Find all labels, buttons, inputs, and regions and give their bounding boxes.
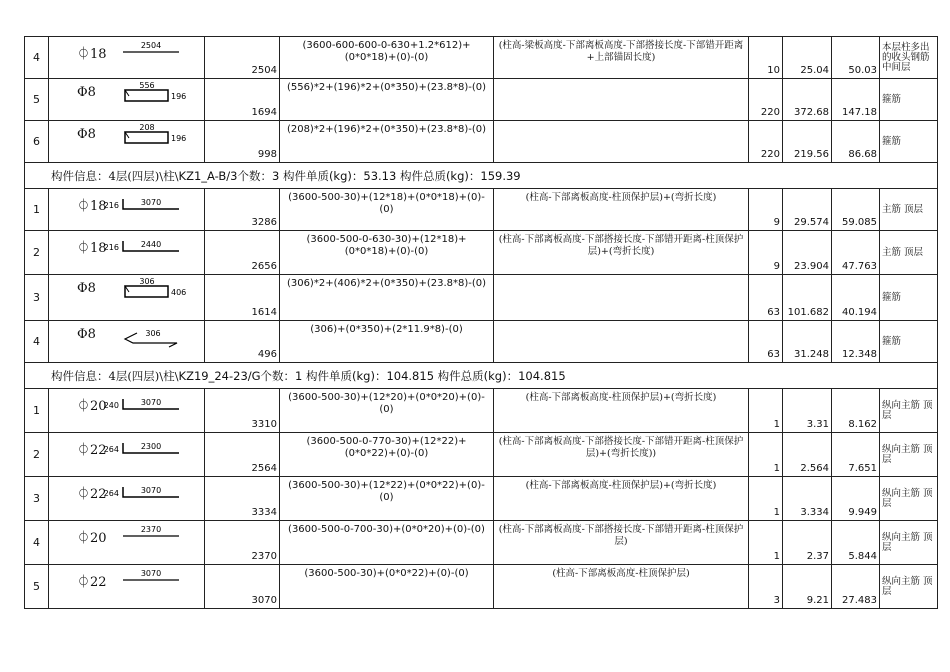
bar-count: 1 (749, 521, 783, 565)
shape-left-label: 216 (103, 243, 119, 252)
bar-shape-cell (49, 79, 205, 121)
shape-top-label: 2300 (140, 442, 162, 451)
total-length: 25.04 (783, 37, 832, 79)
bar-shape-cell (49, 321, 205, 363)
row-index: 4 (25, 321, 49, 363)
bar-count: 9 (749, 189, 783, 231)
bar-note: 纵向主筋 顶层 (880, 565, 938, 609)
total-weight: 5.844 (832, 521, 880, 565)
total-weight: 59.085 (832, 189, 880, 231)
shape-left-label: 264 (103, 445, 119, 454)
table-row (25, 37, 938, 79)
formula-description (494, 121, 749, 163)
bar-note: 纵向主筋 顶层 (880, 477, 938, 521)
page-cut (24, 622, 917, 626)
shape-top-label: 556 (139, 81, 155, 90)
shape-top-label: 3070 (140, 198, 162, 207)
length-formula: (3600-500-30)+(12*18)+(0*0*18)+(0)-(0) (280, 189, 494, 231)
bar-shape-icon (49, 389, 205, 429)
bar-count: 10 (749, 37, 783, 79)
table-row (25, 321, 938, 363)
formula-description: (柱高-下部离板高度-柱顶保护层)+(弯折长度) (494, 189, 749, 231)
rebar-table (24, 36, 938, 609)
table-row (25, 521, 938, 565)
bar-diameter: ⏀22 (77, 487, 107, 502)
row-index: 5 (25, 565, 49, 609)
row-index: 1 (25, 189, 49, 231)
shape-right-label: 406 (171, 288, 187, 297)
row-index: 1 (25, 389, 49, 433)
shape-top-label: 208 (139, 123, 155, 132)
shape-top-label: 2370 (140, 525, 162, 534)
bar-shape-icon (49, 37, 205, 77)
formula-description: (柱高-下部离板高度-下部搭接长度-下部错开距离-柱顶保护层)+(弯折长度)) (494, 433, 749, 477)
total-length: 31.248 (783, 321, 832, 363)
shape-top-label: 2504 (140, 41, 162, 50)
bar-shape-cell (49, 389, 205, 433)
total-weight: 86.68 (832, 121, 880, 163)
bar-shape-icon (49, 121, 205, 161)
total-length: 23.904 (783, 231, 832, 275)
bar-length: 3070 (205, 565, 280, 609)
bar-note: 箍筋 (880, 321, 938, 363)
formula-description: (柱高-下部离板高度-下部搭接长度-下部错开距离-柱顶保护层)+(弯折长度) (494, 231, 749, 275)
bar-length: 2504 (205, 37, 280, 79)
bar-shape-icon (49, 189, 205, 229)
shape-top-label: 306 (139, 277, 155, 286)
bar-length: 496 (205, 321, 280, 363)
bar-shape-icon (49, 231, 205, 271)
row-index: 3 (25, 275, 49, 321)
bar-count: 63 (749, 275, 783, 321)
row-index: 2 (25, 231, 49, 275)
shape-top-label: 2440 (140, 240, 162, 249)
shape-left-label: 240 (103, 401, 119, 410)
total-length: 2.37 (783, 521, 832, 565)
bar-count: 1 (749, 477, 783, 521)
total-length: 219.56 (783, 121, 832, 163)
bar-count: 220 (749, 79, 783, 121)
length-formula: (3600-500-30)+(0*0*22)+(0)-(0) (280, 565, 494, 609)
bar-note: 主筋 顶层 (880, 231, 938, 275)
bar-diameter: ⏀18 (77, 199, 107, 214)
total-weight: 40.194 (832, 275, 880, 321)
bar-length: 2656 (205, 231, 280, 275)
bar-length: 1694 (205, 79, 280, 121)
total-weight: 50.03 (832, 37, 880, 79)
table-row (25, 189, 938, 231)
bar-shape-cell (49, 121, 205, 163)
table-row (25, 389, 938, 433)
table-row (25, 565, 938, 609)
bar-shape-icon (49, 321, 205, 361)
bar-diameter: ⏀18 (77, 241, 107, 256)
shape-top-label: 3070 (140, 398, 162, 407)
bar-shape-cell (49, 477, 205, 521)
total-weight: 27.483 (832, 565, 880, 609)
bar-diameter: Φ8 (77, 85, 96, 100)
bar-length: 1614 (205, 275, 280, 321)
length-formula: (306)+(0*350)+(2*11.9*8)-(0) (280, 321, 494, 363)
bar-shape-icon (49, 477, 205, 517)
total-weight: 7.651 (832, 433, 880, 477)
bar-count: 3 (749, 565, 783, 609)
bar-shape-cell (49, 37, 205, 79)
bar-diameter: Φ8 (77, 127, 96, 142)
total-length: 29.574 (783, 189, 832, 231)
formula-description: (柱高-梁板高度-下部离板高度-下部搭接长度-下部错开距离+上部锚固长度) (494, 37, 749, 79)
table-row (25, 79, 938, 121)
shape-left-label: 264 (103, 489, 119, 498)
formula-description: (柱高-下部离板高度-下部搭接长度-下部错开距离-柱顶保护层) (494, 521, 749, 565)
length-formula: (3600-500-0-770-30)+(12*22)+(0*0*22)+(0)-(0) (280, 433, 494, 477)
table-row (25, 231, 938, 275)
bar-diameter: ⏀20 (77, 399, 107, 414)
length-formula: (3600-500-0-700-30)+(0*0*20)+(0)-(0) (280, 521, 494, 565)
bar-count: 220 (749, 121, 783, 163)
length-formula: (306)*2+(406)*2+(0*350)+(23.8*8)-(0) (280, 275, 494, 321)
bar-count: 9 (749, 231, 783, 275)
total-length: 3.334 (783, 477, 832, 521)
bar-shape-icon (49, 275, 205, 315)
table-row (25, 121, 938, 163)
bar-count: 1 (749, 389, 783, 433)
bar-note: 纵向主筋 顶层 (880, 521, 938, 565)
bar-shape-cell (49, 231, 205, 275)
bar-shape-cell (49, 565, 205, 609)
formula-description: (柱高-下部离板高度-柱顶保护层) (494, 565, 749, 609)
total-weight: 12.348 (832, 321, 880, 363)
total-weight: 8.162 (832, 389, 880, 433)
row-index: 6 (25, 121, 49, 163)
total-weight: 9.949 (832, 477, 880, 521)
length-formula: (3600-600-600-0-630+1.2*612)+(0*0*18)+(0)-(0) (280, 37, 494, 79)
bar-diameter: Φ8 (77, 327, 96, 342)
bar-note: 箍筋 (880, 275, 938, 321)
bar-diameter: ⏀22 (77, 443, 107, 458)
bar-diameter: ⏀22 (77, 575, 107, 590)
component-info-row (25, 163, 938, 189)
bar-diameter: Φ8 (77, 281, 96, 296)
bar-length: 2370 (205, 521, 280, 565)
total-length: 101.682 (783, 275, 832, 321)
bar-shape-cell (49, 433, 205, 477)
total-weight: 147.18 (832, 79, 880, 121)
bar-length: 998 (205, 121, 280, 163)
bar-shape-icon (49, 79, 205, 119)
table-row (25, 477, 938, 521)
bar-shape-icon (49, 433, 205, 473)
bar-note: 箍筋 (880, 79, 938, 121)
bar-count: 1 (749, 433, 783, 477)
formula-description (494, 321, 749, 363)
row-index: 4 (25, 521, 49, 565)
bar-note: 主筋 顶层 (880, 189, 938, 231)
shape-top-label: 3070 (140, 569, 162, 578)
row-index: 4 (25, 37, 49, 79)
table-row (25, 275, 938, 321)
table-row (25, 433, 938, 477)
bar-note: 纵向主筋 顶层 (880, 389, 938, 433)
bar-count: 63 (749, 321, 783, 363)
bar-note: 箍筋 (880, 121, 938, 163)
bar-shape-cell (49, 275, 205, 321)
shape-right-label: 196 (171, 92, 187, 101)
length-formula: (3600-500-0-630-30)+(12*18)+(0*0*18)+(0)-(0) (280, 231, 494, 275)
bar-shape-icon (49, 565, 205, 605)
component-info-row (25, 363, 938, 389)
total-weight: 47.763 (832, 231, 880, 275)
bar-length: 3310 (205, 389, 280, 433)
bar-diameter: ⏀18 (77, 47, 107, 62)
bar-note: 本层柱多出的收头钢筋 中间层 (880, 37, 938, 79)
shape-right-label: 196 (171, 134, 187, 143)
bar-shape-cell (49, 521, 205, 565)
length-formula: (3600-500-30)+(12*22)+(0*0*22)+(0)-(0) (280, 477, 494, 521)
formula-description (494, 79, 749, 121)
bar-shape-icon (49, 521, 205, 561)
total-length: 3.31 (783, 389, 832, 433)
shape-top-label: 3070 (140, 486, 162, 495)
total-length: 372.68 (783, 79, 832, 121)
length-formula: (3600-500-30)+(12*20)+(0*0*20)+(0)-(0) (280, 389, 494, 433)
row-index: 3 (25, 477, 49, 521)
length-formula: (208)*2+(196)*2+(0*350)+(23.8*8)-(0) (280, 121, 494, 163)
formula-description: (柱高-下部离板高度-柱顶保护层)+(弯折长度) (494, 389, 749, 433)
formula-description (494, 275, 749, 321)
row-index: 5 (25, 79, 49, 121)
bar-diameter: ⏀20 (77, 531, 107, 546)
component-info: 构件信息：4层(四层)\柱\KZ1_A-B/3个数：3 构件单质(kg)：53.13 构件总质(kg)：159.39 (25, 163, 938, 189)
bar-note: 纵向主筋 顶层 (880, 433, 938, 477)
formula-description: (柱高-下部离板高度-柱顶保护层)+(弯折长度) (494, 477, 749, 521)
shape-top-label: 306 (145, 329, 161, 338)
shape-left-label: 216 (103, 201, 119, 210)
bar-shape-cell (49, 189, 205, 231)
component-info: 构件信息：4层(四层)\柱\KZ19_24-23/G个数：1 构件单质(kg)：104.815 构件总质(kg)：104.815 (25, 363, 938, 389)
bar-length: 3286 (205, 189, 280, 231)
row-index: 2 (25, 433, 49, 477)
bar-length: 3334 (205, 477, 280, 521)
total-length: 2.564 (783, 433, 832, 477)
bar-length: 2564 (205, 433, 280, 477)
length-formula: (556)*2+(196)*2+(0*350)+(23.8*8)-(0) (280, 79, 494, 121)
total-length: 9.21 (783, 565, 832, 609)
